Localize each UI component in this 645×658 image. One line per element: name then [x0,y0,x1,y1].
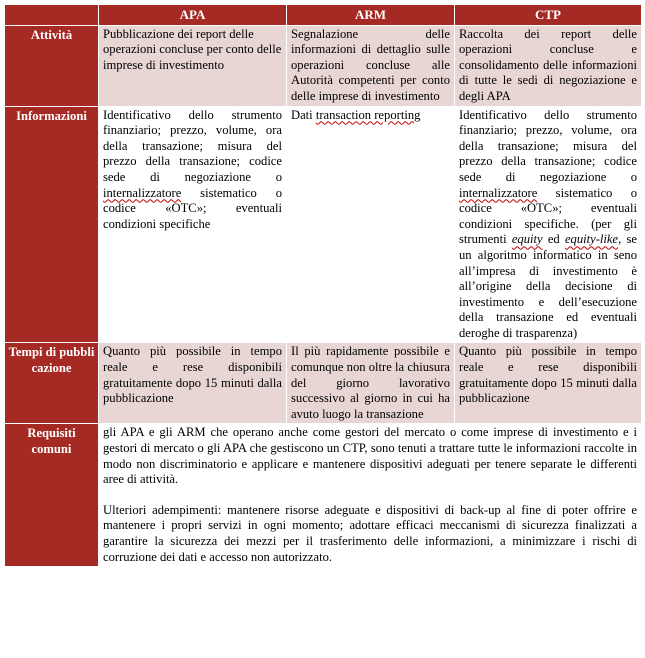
comparison-table [4,4,642,567]
cell-informazioni-ctp: Identificativo dello strumento finanziario; prezzo, volume, ora della transazione; misura del prezzo della transazione; codice sede di negoziazione o internalizzatore sistematico o codice «OTC»; eventuali condizioni specifiche. (per gli strumenti equity ed equity-like, se un algoritmo informatico in seno all’impresa di investimento è all’origine della decisione di investimento e dell’esecuzione della transazione ed eventuali deroghe di trasparenza) [455,106,642,343]
cell-informazioni-arm: Dati transaction reporting [287,106,455,343]
cell-attivita-apa: Pubblicazione dei report delle operazioni concluse per conto delle imprese di investimento [99,25,287,106]
header-arm: ARM [287,5,455,26]
header-ctp: CTP [455,5,642,26]
row-requisiti [5,424,642,567]
header-corner [5,5,99,26]
row-label-tempi: Tempi di pubblicazione [5,343,99,424]
row-label-attivita: Attività [5,25,99,106]
cell-tempi-ctp: Quanto più possibile in tempo reale e rese disponibili gratuitamente dopo 15 minuti dalla pubblicazione [455,343,642,424]
header-apa: APA [99,5,287,26]
row-label-informazioni: Informazioni [5,106,99,343]
row-attivita [5,25,642,106]
requisiti-paragraph-1: gli APA e gli ARM che operano anche come gestori del mercato o come imprese di investimento e i gestori di mercato o gli APA che gestiscono un CTP, sono tenuti a trattare tutte le informazioni raccolte in modo non discriminatorio e applicare e mantenere dispositivi adeguati per tenere separate le differenti aree di attività. [103,425,637,487]
cell-tempi-arm: Il più rapidamente possibile e comunque non oltre la chiusura del giorno lavorativo successivo al giorno in cui ha avuto luogo la transazione [287,343,455,424]
row-informazioni [5,106,642,343]
row-label-requisiti: Requisiti comuni [5,424,99,567]
requisiti-paragraph-2: Ulteriori adempimenti: mantenere risorse adeguate e dispositivi di back-up al fine di poter offrire e mantenere i propri servizi in ogni momento; adottare efficaci meccanismi di sicurezza finalizzati a garantire la sicurezza dei mezzi per il trasferimento delle informazioni, a minimizzare i rischi di corruzione dei dati e accesso non autorizzato. [103,502,637,564]
header-row [5,5,642,26]
cell-attivita-arm: Segnalazione delle informazioni di dettaglio sulle operazioni concluse alle Autorità competenti per conto delle imprese di investimento [287,25,455,106]
cell-requisiti [99,424,642,567]
row-tempi [5,343,642,424]
cell-informazioni-apa: Identificativo dello strumento finanziario; prezzo, volume, ora della transazione; misura del prezzo della transazione; codice sede di negoziazione o internalizzatore sistematico o codice «OTC»; eventuali condizioni specifiche [99,106,287,343]
cell-tempi-apa: Quanto più possibile in tempo reale e rese disponibili gratuitamente dopo 15 minuti dalla pubblicazione [99,343,287,424]
cell-attivita-ctp: Raccolta dei report delle operazioni concluse e consolidamento delle informazioni di tutte le sedi di negoziazione e degli APA [455,25,642,106]
